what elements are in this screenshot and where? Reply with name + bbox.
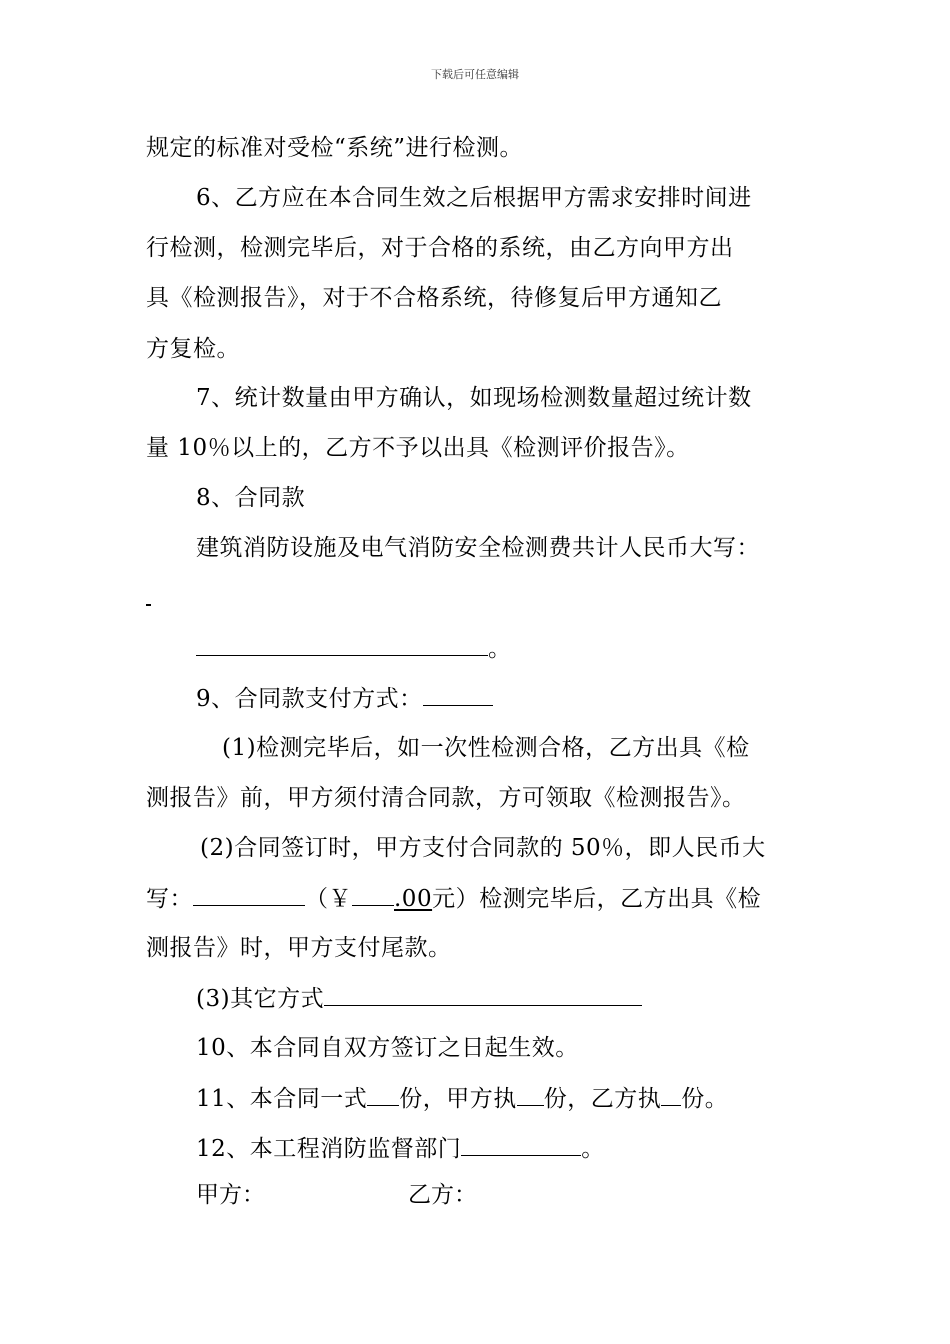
party-a-copies-label: 份，甲方执	[399, 1086, 517, 1112]
clause-11-line	[196, 1083, 728, 1114]
clause-6-line-2: 行检测，检测完毕后，对于合格的系统，由乙方向甲方出	[146, 235, 734, 261]
period: 。	[488, 636, 512, 662]
party-a-copies-blank	[517, 1083, 544, 1106]
party-a-signature-label: 甲方：	[196, 1182, 265, 1208]
write-label: 写：	[146, 886, 193, 912]
option-3-line	[196, 983, 642, 1014]
clause-9-label: 9、合同款支付方式：	[196, 686, 423, 712]
clause-12-label: 12、本工程消防监督部门	[196, 1136, 462, 1162]
clause-12-line	[196, 1133, 605, 1164]
copies-suffix: 份。	[681, 1086, 729, 1112]
option-2-line-3: 测报告》时，甲方支付尾款。	[146, 935, 452, 961]
clause-10-line: 10、本合同自双方签订之日起生效。	[196, 1035, 579, 1061]
option-3-label: (3)其它方式	[196, 986, 325, 1012]
paragraph-line: 规定的标准对受检“系统”进行检测。	[146, 135, 524, 161]
clause-6-line-4: 方复检。	[146, 336, 240, 362]
option-1-line-2: 测报告》前，甲方须付清合同款，方可领取《检测报告》。	[146, 785, 746, 811]
option-2-line-2	[146, 883, 761, 914]
page-header: 下载后可任意编辑	[431, 68, 519, 81]
fee-amount-blank	[196, 633, 488, 656]
option-2-line-1: (2)合同签订时，甲方支付合同款的 50％，即人民币大	[200, 835, 766, 861]
amount-uppercase-blank	[193, 883, 305, 906]
period: 。	[581, 1136, 605, 1162]
other-method-blank	[324, 983, 642, 1006]
payment-method-blank	[423, 683, 493, 706]
option-1-line-1: (1)检测完毕后，如一次性检测合格，乙方出具《检	[222, 735, 750, 761]
clause-8-heading: 8、合同款	[196, 485, 306, 511]
clause-9-line	[196, 683, 493, 714]
clause-6-line-1: 6、乙方应在本合同生效之后根据甲方需求安排时间进	[196, 185, 752, 211]
option-2-tail: 元）检测完毕后，乙方出具《检	[432, 886, 762, 912]
party-b-copies-blank	[661, 1083, 681, 1106]
fee-amount-line	[196, 633, 512, 664]
clause-8-fee-line: 建筑消防设施及电气消防安全检测费共计人民币大写：	[196, 535, 760, 561]
clause-11-label: 11、本合同一式	[196, 1086, 368, 1112]
amount-numeric-blank	[352, 883, 394, 906]
clause-7-line-1: 7、统计数量由甲方确认，如现场检测数量超过统计数	[196, 385, 752, 411]
party-b-copies-label: 份，乙方执	[543, 1086, 662, 1112]
amount-cents: .00	[394, 886, 433, 912]
clause-6-line-3: 具《检测报告》，对于不合格系统，待修复后甲方通知乙	[146, 285, 722, 311]
dash-mark	[146, 604, 151, 606]
party-b-signature-label: 乙方：	[408, 1182, 477, 1208]
clause-7-line-2: 量 10％以上的，乙方不予以出具《检测评价报告》。	[146, 435, 690, 461]
fire-dept-blank	[461, 1133, 581, 1156]
copies-total-blank	[367, 1083, 399, 1106]
yuan-sign: （￥	[305, 886, 352, 912]
